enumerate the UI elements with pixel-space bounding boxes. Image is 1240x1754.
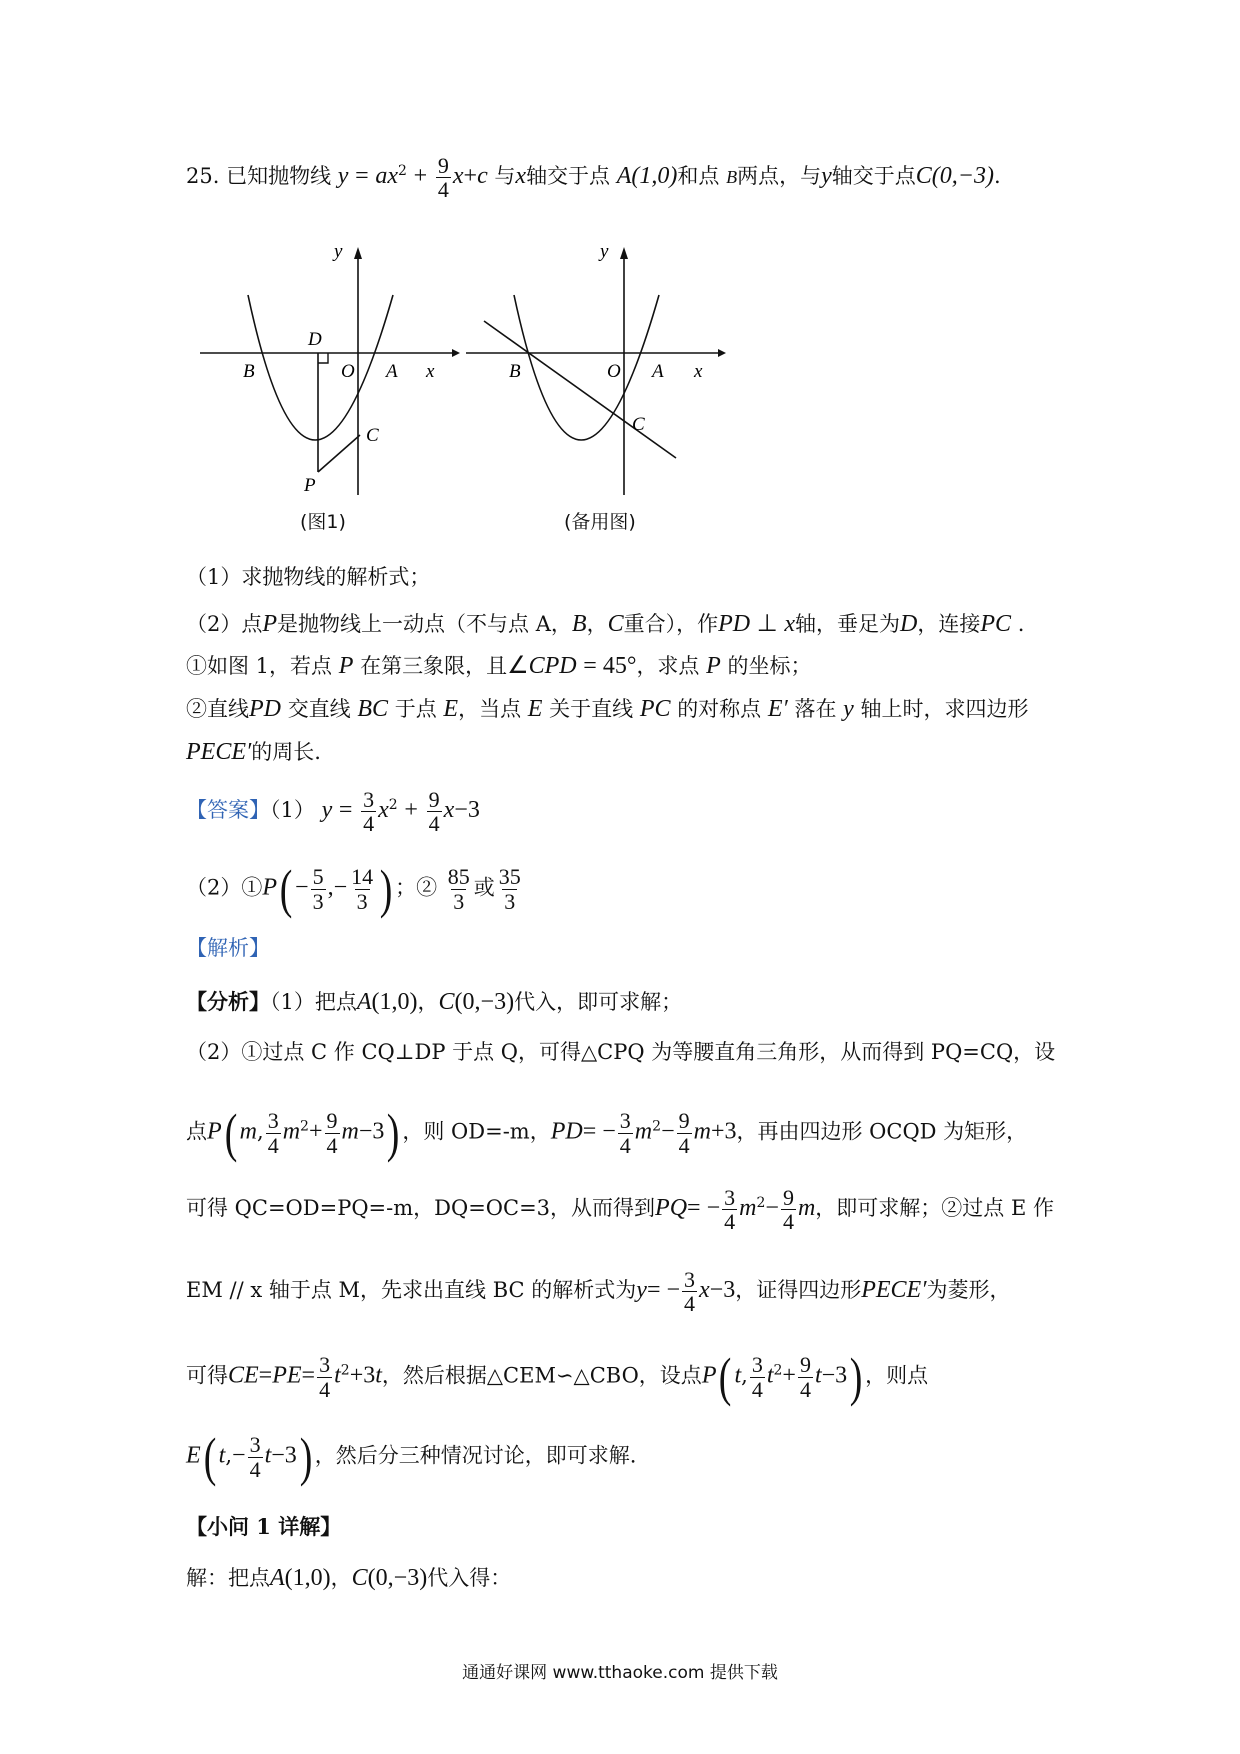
fig2-c-label: C <box>632 414 645 435</box>
detail-heading: 【小问 1 详解】 <box>186 1514 342 1539</box>
figure-1-graph <box>200 245 460 535</box>
analysis-line-6: 可得CE=PE= $\frac{3}{4}$ $t^2+3t$，然后根据△CEM∽△CBO，设点P( t, $\frac{3}{4}$ $t^2+$ $\frac{9}{4}$ t−3) ，则点 <box>186 1347 929 1407</box>
answer-line-2: （2）①P( − $\frac{5}{3}$ ,− $\frac{14}{3}$ ) ；② $\frac{85}{3}$ 或 $\frac{35}{3}$ <box>186 859 521 919</box>
solution-line: 解：把点A(1,0)，C(0,−3)代入得： <box>186 1565 512 1591</box>
problem-number: 25. <box>186 164 220 189</box>
answer-label: 【答案】 <box>186 798 270 823</box>
figure-2-caption: (备用图) <box>564 511 636 533</box>
fig1-c-label: C <box>366 425 379 446</box>
fig1-a-label: A <box>386 361 398 382</box>
analysis-line-3: 点P( m, $\frac{3}{4}$ $m^2+$ $\frac{9}{4}$ m−3) ，则 OD=-m，PD= − $\frac{3}{4}$ $m^2-$ $\frac{9}{4}$ m+3，再由四边形 OCQD 为矩形， <box>186 1103 1028 1163</box>
fig1-y-label: y <box>334 245 343 262</box>
answer-line-1: 【答案】（1） y = $\frac{3}{4}$ $x^2$ + $\frac{9}{4}$ x−3 <box>186 787 480 837</box>
question-1: （1）求抛物线的解析式； <box>186 565 431 589</box>
analysis-line-4: 可得 QC=OD=PQ=-m，DQ=OC=3，从而得到PQ= − $\frac{3}{4}$ $m^2-$ $\frac{9}{4}$ m，即可求解；②过点 E 作 <box>186 1185 1054 1235</box>
question-2-i: ①如图 1，若点 P 在第三象限，且∠CPD = 45°，求点 P 的坐标； <box>186 653 812 679</box>
analysis-label: 【解析】 <box>186 936 270 960</box>
page-footer: 通通好课网 www.tthaoke.com 提供下载 <box>462 1663 778 1683</box>
analysis-line-5: EM // x 轴于点 M，先求出直线 BC 的解析式为y= − $\frac{3}{4}$ x−3，证得四边形PECE′为菱形， <box>186 1267 1011 1317</box>
analysis-line-1: 【分析】（1）把点A(1,0)，C(0,−3)代入，即可求解； <box>186 989 683 1015</box>
fig1-p-label: P <box>304 475 316 496</box>
fig2-o-label: O <box>607 361 621 382</box>
question-2-ii-cont: PECE′的周长. <box>186 739 321 765</box>
fig2-x-label: x <box>694 361 703 382</box>
point-c-label: C(0,−3) <box>915 163 994 190</box>
fig2-b-label: B <box>509 361 521 382</box>
fig1-b-label: B <box>243 361 255 382</box>
question-2: （2）点P是抛物线上一动点（不与点 A，B，C重合），作PD ⊥ x轴，垂足为D，连接PC . <box>186 611 1025 637</box>
figure-2 <box>466 245 736 535</box>
figure-2-graph <box>466 245 736 535</box>
question-2-ii: ②直线PD 交直线 BC 于点 E，当点 E 关于直线 PC 的对称点 E′ 落在 y 轴上时，求四边形 <box>186 696 1029 722</box>
fig1-d-label: D <box>308 329 322 350</box>
fig1-x-label: x <box>426 361 435 382</box>
fig1-o-label: O <box>341 361 355 382</box>
fig2-a-label: A <box>652 361 664 382</box>
figure-1-caption: (图1) <box>300 511 346 533</box>
point-a-label: A(1,0) <box>616 163 678 190</box>
analysis-line-7: E( t,− $\frac{3}{4}$ t−3) ，然后分三种情况讨论，即可求解. <box>186 1427 637 1487</box>
problem-statement: 25. 已知抛物线 $y = ax^2$ + $\frac{9}{4}$ x+c 与x轴交于点 A(1,0)和点 B两点，与y轴交于点C(0,−3). <box>186 153 1001 203</box>
figure-1 <box>200 245 460 535</box>
fig2-y-label: y <box>600 245 609 262</box>
analysis-line-2: （2）①过点 C 作 CQ⊥DP 于点 Q，可得△CPQ 为等腰直角三角形，从而得到 PQ=CQ，设 <box>186 1040 1056 1064</box>
